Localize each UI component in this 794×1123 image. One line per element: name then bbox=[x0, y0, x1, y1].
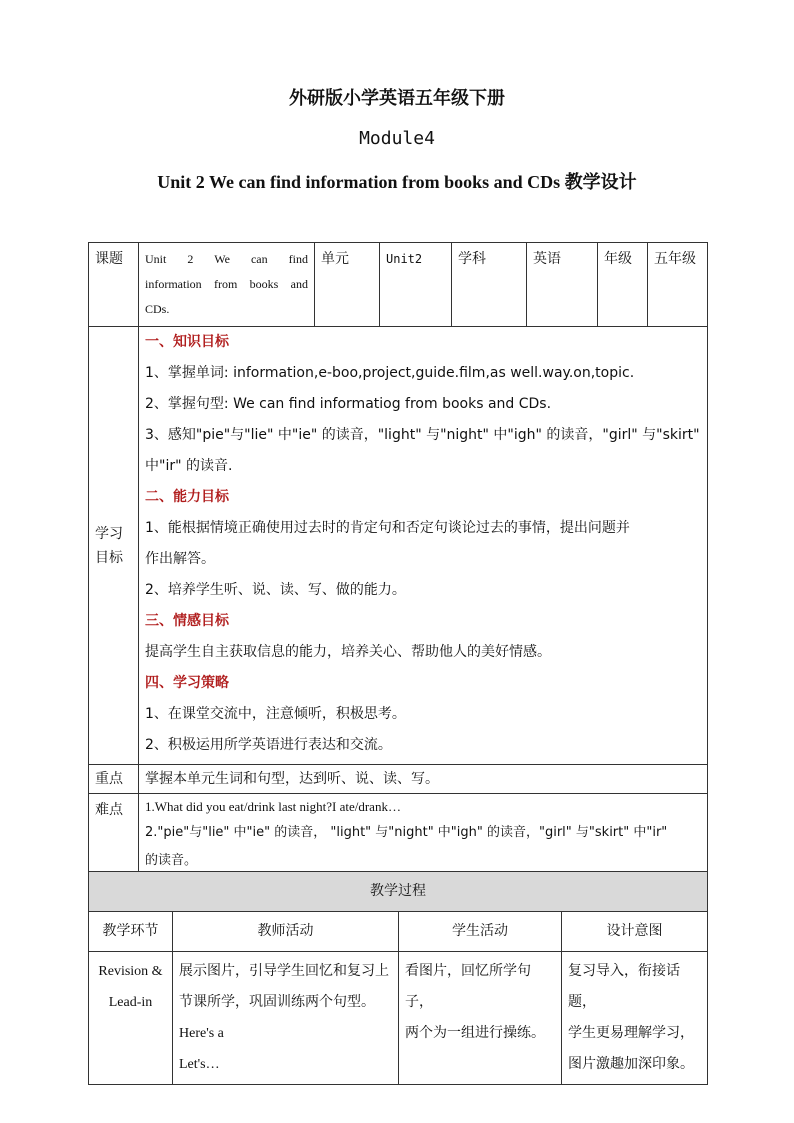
strategy-heading: 四、学习策略 bbox=[145, 675, 229, 691]
stage-line: Revision & bbox=[98, 964, 163, 979]
strategy-item: 1、在课堂交流中，注意倾听，积极思考。 bbox=[145, 706, 406, 722]
key-row bbox=[89, 765, 708, 794]
teacher-activity-cell bbox=[173, 952, 399, 1085]
knowledge-item: 3、感知"pie"与"lie" 中"ie" 的读音，"light" 与"night" 中"igh" 的读音，"girl" 与"skirt" bbox=[145, 427, 700, 443]
goals-label-line: 目标 bbox=[95, 549, 123, 566]
document-title: 外研版小学英语五年级下册 bbox=[289, 88, 505, 109]
intent-line: 学生更易理解学习， bbox=[568, 1025, 694, 1041]
difficulty-value bbox=[139, 794, 708, 880]
goals-label bbox=[89, 327, 139, 765]
difficulty-line: 的读音。 bbox=[145, 853, 198, 868]
stage-cell bbox=[89, 952, 173, 1085]
knowledge-item: 2、掌握句型: We can find informatiog from books and CDs. bbox=[145, 396, 552, 412]
emotion-heading: 三、情感目标 bbox=[145, 613, 229, 629]
topic-line: CDs. bbox=[145, 302, 170, 316]
teacher-line: Here's a bbox=[179, 1026, 224, 1041]
key-label: 重点 bbox=[89, 765, 139, 794]
unit-label: 单元 bbox=[315, 243, 380, 327]
process-title-row bbox=[89, 872, 708, 912]
grade-label: 年级 bbox=[598, 243, 648, 327]
student-line: 看图片，回忆所学句子， bbox=[405, 963, 531, 1010]
teacher-line: 展示图片，引导学生回忆和复习上 bbox=[179, 963, 389, 979]
goals-content bbox=[139, 327, 708, 765]
difficulty-line: 2."pie"与"lie" 中"ie" 的读音， "light" 与"night" 中"igh" 的读音，"girl" 与"skirt" 中"ir" bbox=[145, 825, 668, 840]
teaching-process-table bbox=[88, 871, 708, 1085]
strategy-item: 2、积极运用所学英语进行表达和交流。 bbox=[145, 737, 392, 753]
intent-line: 复习导入，衔接话题， bbox=[568, 963, 680, 1010]
topic-label: 课题 bbox=[89, 243, 139, 327]
unit-value: Unit2 bbox=[380, 243, 452, 327]
process-row bbox=[89, 952, 708, 1085]
subject-value: 英语 bbox=[527, 243, 598, 327]
col-stage-header: 教学环节 bbox=[89, 912, 173, 952]
knowledge-item: 1、掌握单词: information,e-boo,project,guide.film,as well.way.on,topic. bbox=[145, 365, 635, 381]
knowledge-heading: 一、知识目标 bbox=[145, 334, 229, 350]
unit-title: Unit 2 We can find information from books and CDs 教学设计 bbox=[157, 172, 637, 192]
process-header-row bbox=[89, 912, 708, 952]
process-title: 教学过程 bbox=[89, 872, 708, 912]
teacher-line: 节课所学，巩固训练两个句型。 bbox=[179, 994, 375, 1010]
grade-value: 五年级 bbox=[648, 243, 708, 327]
ability-heading: 二、能力目标 bbox=[145, 489, 229, 505]
emotion-item: 提高学生自主获取信息的能力，培养关心、帮助他人的美好情感。 bbox=[145, 644, 551, 660]
difficulty-row bbox=[89, 794, 708, 880]
student-line: 两个为一组进行操练。 bbox=[405, 1025, 545, 1041]
student-activity-cell bbox=[399, 952, 562, 1085]
goals-label-line: 学习 bbox=[95, 525, 123, 542]
difficulty-label: 难点 bbox=[89, 794, 139, 880]
topic-value bbox=[139, 243, 315, 327]
goals-row bbox=[89, 327, 708, 765]
topic-row bbox=[89, 243, 708, 327]
ability-item: 作出解答。 bbox=[145, 551, 215, 567]
topic-line: Unit 2 We can find bbox=[145, 252, 308, 266]
ability-item: 2、培养学生听、说、读、写、做的能力。 bbox=[145, 582, 406, 598]
col-student-header: 学生活动 bbox=[399, 912, 562, 952]
lesson-info-table bbox=[88, 242, 708, 880]
module-title: Module4 bbox=[359, 128, 435, 149]
difficulty-line: 1.What did you eat/drink last night?I ate/drank… bbox=[145, 799, 401, 814]
teacher-line: Let's… bbox=[179, 1057, 220, 1072]
design-intent-cell bbox=[562, 952, 708, 1085]
topic-line: information from books and bbox=[145, 277, 308, 291]
knowledge-item: 中"ir" 的读音. bbox=[145, 458, 233, 474]
col-teacher-header: 教师活动 bbox=[173, 912, 399, 952]
subject-label: 学科 bbox=[452, 243, 527, 327]
col-intent-header: 设计意图 bbox=[562, 912, 708, 952]
intent-line: 图片激趣加深印象。 bbox=[568, 1056, 694, 1072]
stage-line: Lead-in bbox=[108, 995, 153, 1010]
ability-item: 1、能根据情境正确使用过去时的肯定句和否定句谈论过去的事情，提出问题并 bbox=[145, 520, 630, 536]
key-value: 掌握本单元生词和句型，达到听、说、读、写。 bbox=[139, 765, 708, 794]
